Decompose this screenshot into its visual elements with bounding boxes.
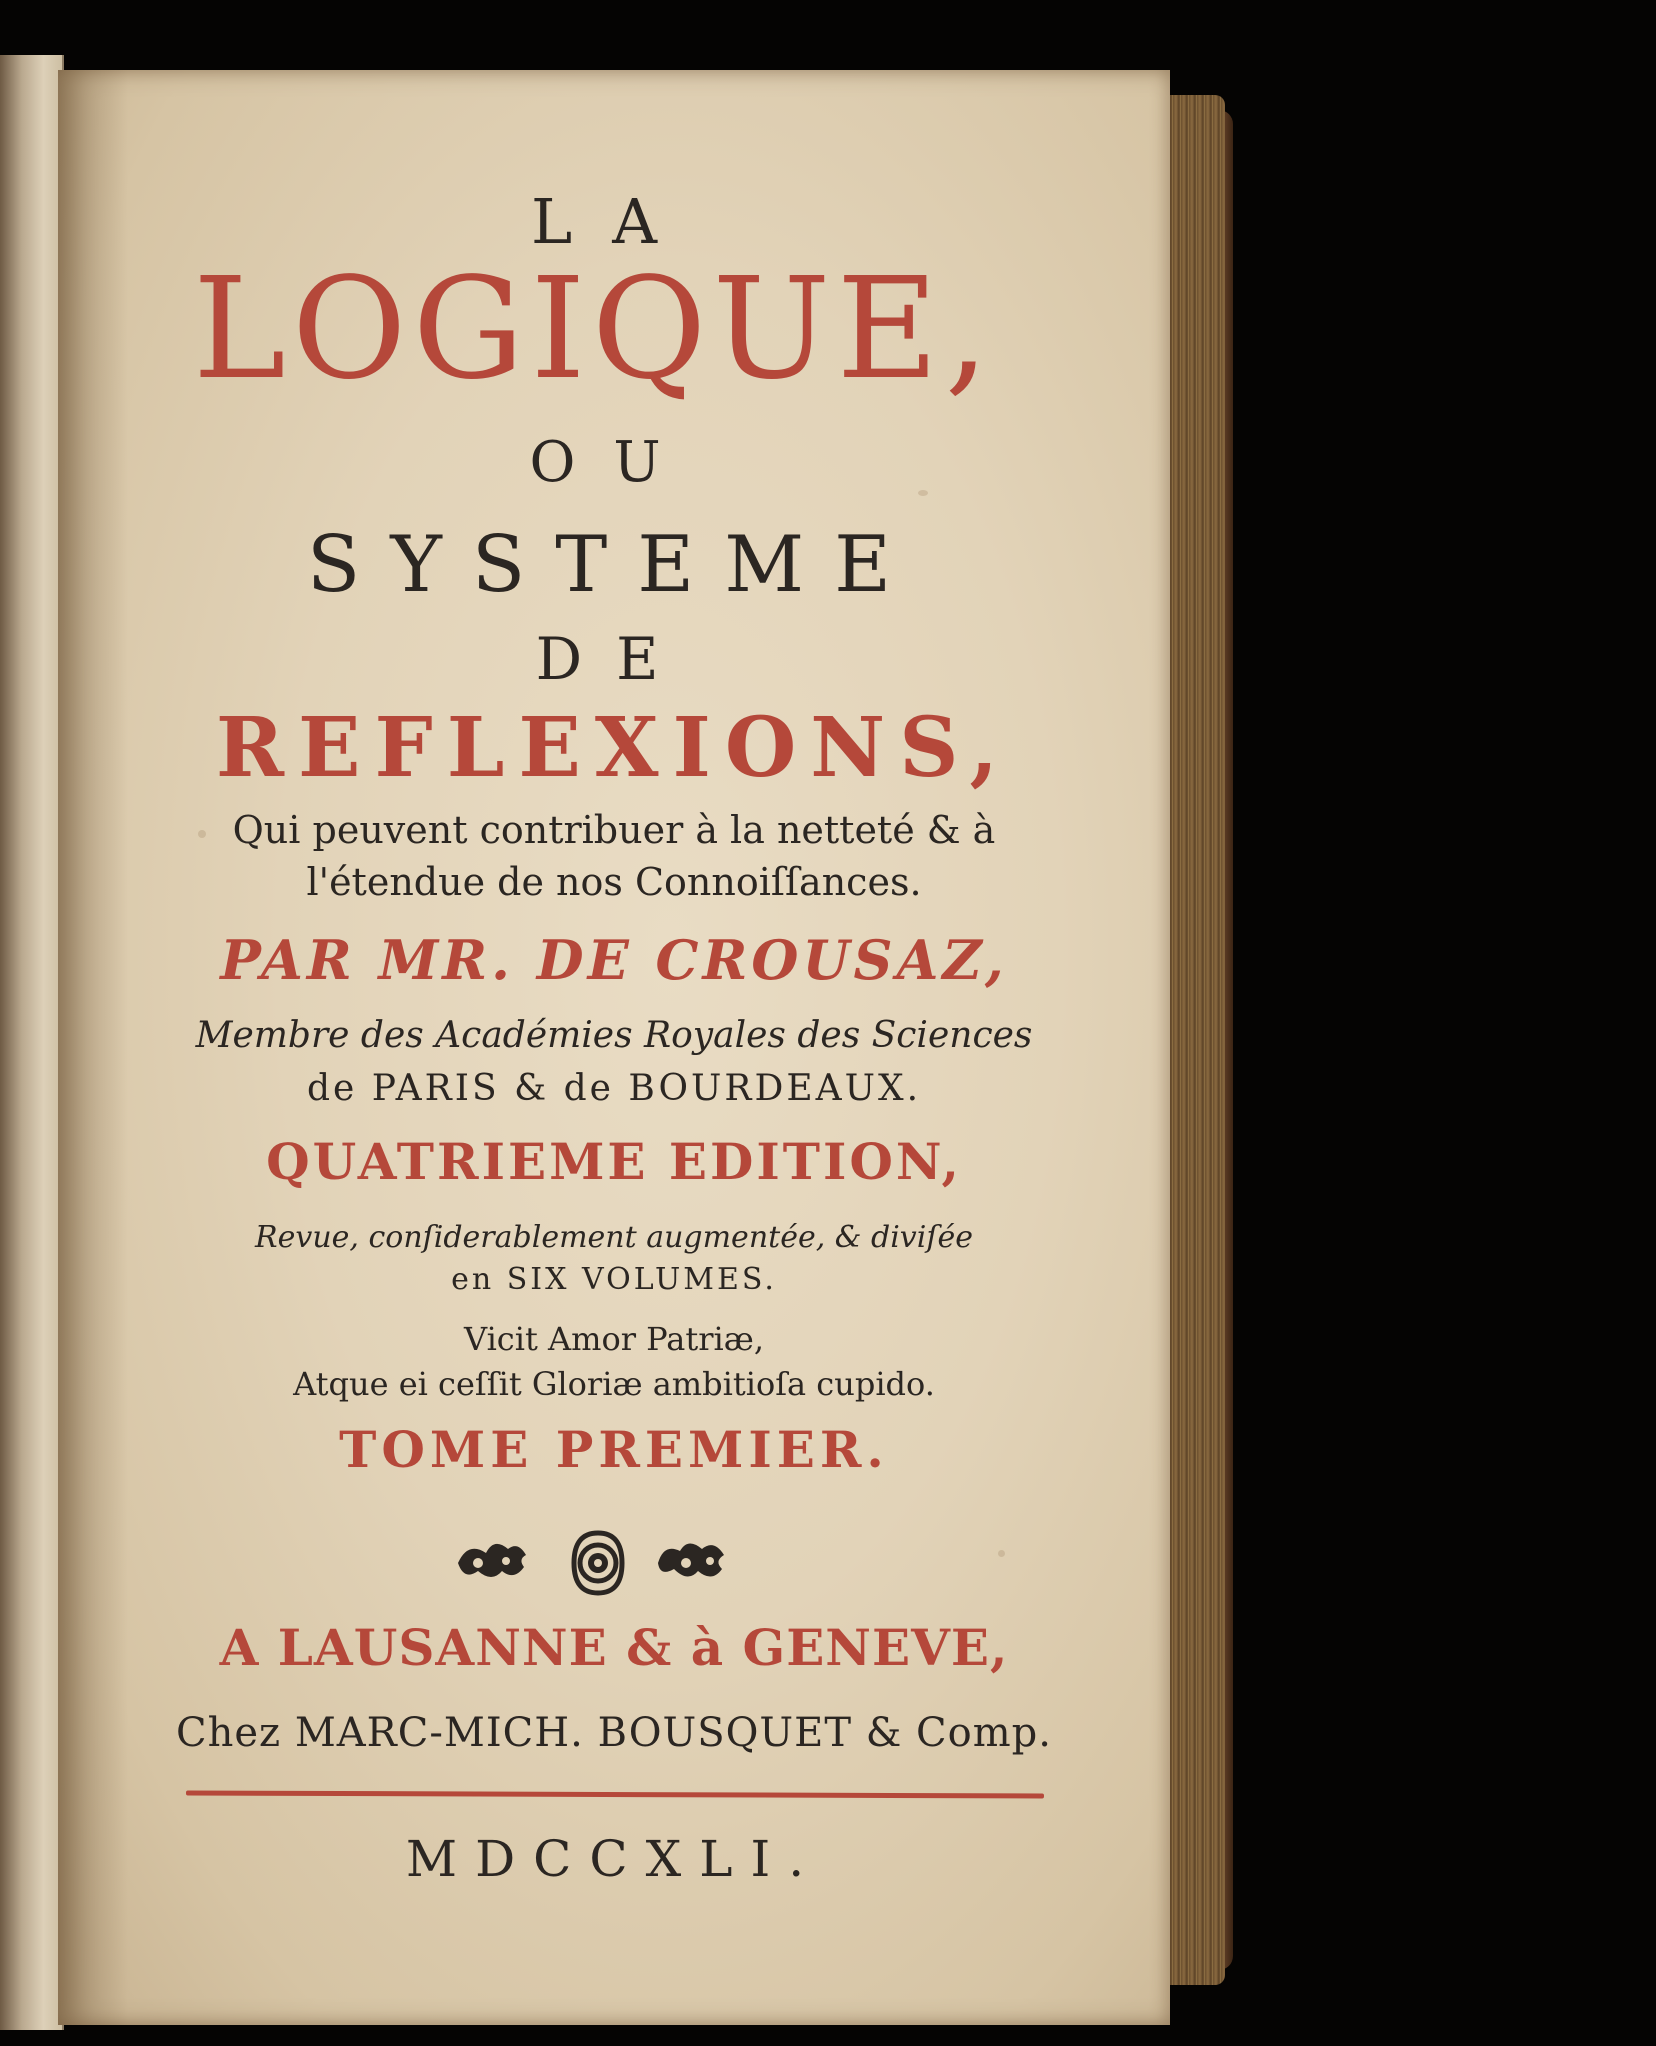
volume-line: TOME PREMIER. bbox=[339, 1420, 889, 1479]
edition-note-line-2: en SIX VOLUMES. bbox=[451, 1262, 777, 1297]
motto-line-1: Vicit Amor Patriæ, bbox=[464, 1320, 764, 1358]
affiliation-line-2: de PARIS & de BOURDEAUX. bbox=[306, 1068, 922, 1109]
subtitle-line-1: Qui peuvent contribuer à la netteté & à bbox=[232, 808, 996, 852]
motto-line-2: Atque ei ceſſit Gloriæ ambitioſa cupido. bbox=[293, 1365, 935, 1403]
title-line-systeme: SYSTEME bbox=[306, 520, 922, 610]
edition-line: QUATRIEME EDITION, bbox=[266, 1132, 962, 1191]
edition-note-line-1: Revue, conſiderablement augmentée, & diviſée bbox=[255, 1220, 973, 1255]
title-line-la: LA bbox=[531, 185, 697, 258]
title-page-text bbox=[58, 70, 1170, 2025]
title-line-ou: OU bbox=[529, 430, 699, 495]
publisher-line: Chez MARC-MICH. BOUSQUET & Comp. bbox=[176, 1710, 1052, 1756]
red-rule-divider bbox=[186, 1791, 1044, 1799]
fleuron-ornament-icon bbox=[448, 1528, 798, 1598]
page-block-edges bbox=[1165, 95, 1225, 1985]
author-line: PAR MR. DE CROUSAZ, bbox=[220, 928, 1008, 992]
year-line: MDCCXLI. bbox=[405, 1830, 823, 1888]
title-line-reflexions: REFLEXIONS, bbox=[215, 700, 1013, 796]
title-page bbox=[58, 70, 1170, 2025]
title-line-de: DE bbox=[535, 625, 693, 693]
title-line-logique: LOGIQUE, bbox=[192, 248, 996, 411]
subtitle-line-2: l'étendue de nos Connoiſſances. bbox=[306, 860, 922, 904]
affiliation-line-1: Membre des Académies Royales des Sciences bbox=[195, 1015, 1033, 1056]
place-line: A LAUSANNE & à GENEVE, bbox=[219, 1618, 1009, 1677]
